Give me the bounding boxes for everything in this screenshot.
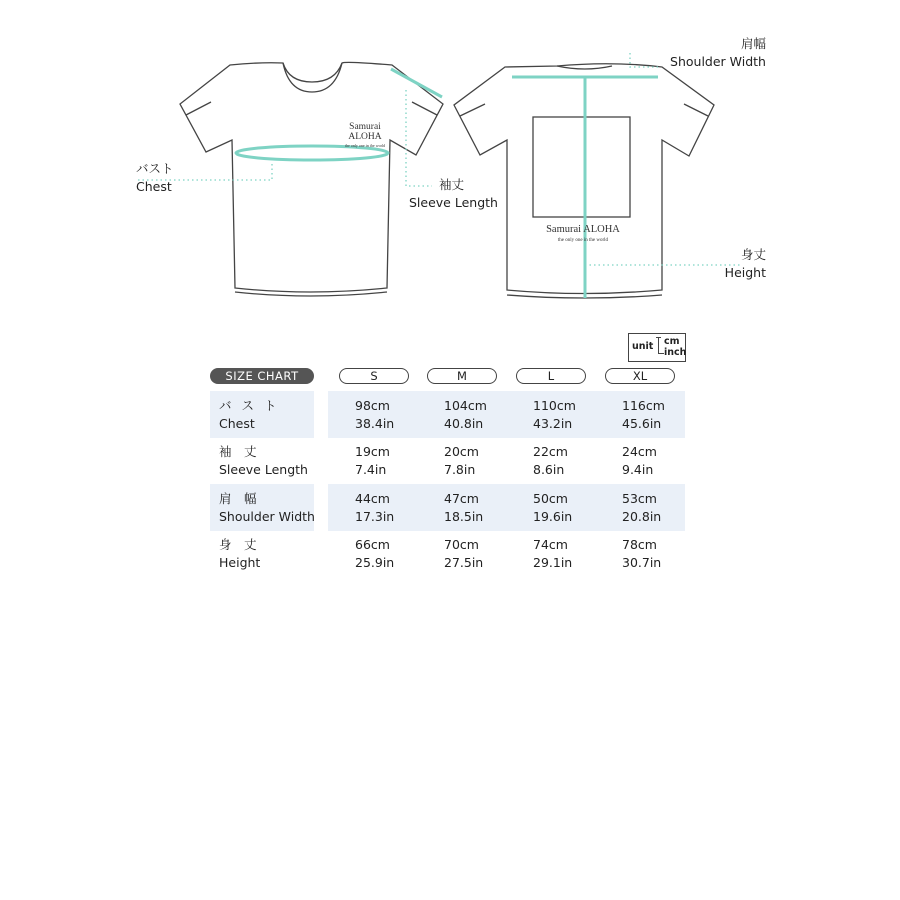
front-logo-line1: Samurai [349, 122, 381, 132]
cell-shoulder-xl-cm: 53cm [622, 491, 657, 506]
cell-sleeve-m [444, 443, 479, 479]
cell-chest-m-in: 40.8in [444, 416, 484, 431]
unit-label: unit [632, 341, 654, 352]
cell-height-s-in: 25.9in [355, 555, 395, 570]
cell-shoulder-s-in: 17.3in [355, 509, 395, 524]
cell-height-l-in: 29.1in [533, 555, 573, 570]
cell-shoulder-l-in: 19.6in [533, 509, 573, 524]
row-label-sleeve [219, 443, 308, 479]
front-shirt-outline [180, 62, 443, 296]
cell-sleeve-l [533, 443, 568, 479]
cell-chest-m-cm: 104cm [444, 398, 487, 413]
size-header-xl: XL [605, 368, 675, 384]
sleeve-label [409, 176, 498, 212]
cell-height-m-in: 27.5in [444, 555, 484, 570]
cell-chest-l-cm: 110cm [533, 398, 576, 413]
cell-shoulder-l [533, 490, 572, 526]
row-label-height-en: Height [219, 555, 261, 570]
back-logo [535, 224, 631, 245]
cell-chest-xl-cm: 116cm [622, 398, 665, 413]
cell-height-s-cm: 66cm [355, 537, 390, 552]
unit-bracket-top [656, 337, 661, 338]
cell-sleeve-l-cm: 22cm [533, 444, 568, 459]
cell-height-s [355, 536, 394, 572]
unit-legend [628, 333, 686, 362]
cell-shoulder-xl-in: 20.8in [622, 509, 662, 524]
cell-height-l-cm: 74cm [533, 537, 568, 552]
cell-sleeve-xl [622, 443, 657, 479]
row-label-sleeve-en: Sleeve Length [219, 462, 308, 477]
cell-sleeve-m-in: 7.8in [444, 462, 476, 477]
row-label-height-jp: 身 丈 [219, 537, 257, 552]
cell-shoulder-s-cm: 44cm [355, 491, 390, 506]
cell-shoulder-m [444, 490, 483, 526]
shoulder-label-en: Shoulder Width [670, 54, 766, 70]
cell-shoulder-l-cm: 50cm [533, 491, 568, 506]
size-chart-title: SIZE CHART [210, 368, 314, 384]
cell-height-xl [622, 536, 661, 572]
unit-cm: cm [664, 336, 680, 347]
cell-chest-m [444, 397, 487, 433]
row-label-shoulder [219, 490, 315, 526]
shoulder-label [660, 35, 766, 71]
sleeve-label-jp: 袖丈 [439, 177, 465, 192]
unit-inch: inch [664, 347, 687, 358]
back-logo-tagline: the only one in the world [557, 238, 609, 243]
row-label-shoulder-jp: 肩 幅 [219, 491, 257, 506]
cell-chest-s [355, 397, 394, 433]
row-label-chest-en: Chest [219, 416, 255, 431]
height-label-en: Height [724, 265, 766, 281]
back-logo-line1: Samurai ALOHA [546, 224, 620, 235]
cell-sleeve-s [355, 443, 390, 479]
height-label [700, 246, 766, 282]
chest-label [136, 160, 174, 196]
cell-sleeve-xl-cm: 24cm [622, 444, 657, 459]
size-header-m: M [427, 368, 497, 384]
cell-shoulder-m-cm: 47cm [444, 491, 479, 506]
front-logo-tagline: the only one in the world [344, 143, 386, 148]
cell-chest-s-cm: 98cm [355, 398, 390, 413]
cell-shoulder-xl [622, 490, 661, 526]
sleeve-label-en: Sleeve Length [409, 195, 498, 211]
cell-sleeve-l-in: 8.6in [533, 462, 565, 477]
cell-chest-xl [622, 397, 665, 433]
height-label-jp: 身丈 [740, 247, 766, 262]
cell-height-l [533, 536, 572, 572]
sleeve-measure-line [391, 69, 442, 97]
row-label-sleeve-jp: 袖 丈 [219, 444, 257, 459]
cell-sleeve-s-cm: 19cm [355, 444, 390, 459]
cell-chest-l [533, 397, 576, 433]
cell-height-m-cm: 70cm [444, 537, 479, 552]
chest-label-en: Chest [136, 179, 172, 195]
size-header-s: S [339, 368, 409, 384]
cell-chest-s-in: 38.4in [355, 416, 395, 431]
cell-chest-xl-in: 45.6in [622, 416, 662, 431]
row-label-shoulder-en: Shoulder Width [219, 509, 315, 524]
cell-height-m [444, 536, 483, 572]
size-header-l: L [516, 368, 586, 384]
row-label-height [219, 536, 260, 572]
shoulder-label-jp: 肩幅 [740, 36, 766, 51]
cell-sleeve-xl-in: 9.4in [622, 462, 654, 477]
cell-height-xl-cm: 78cm [622, 537, 657, 552]
front-logo [339, 122, 391, 149]
row-label-chest [219, 397, 279, 433]
cell-sleeve-m-cm: 20cm [444, 444, 479, 459]
cell-shoulder-s [355, 490, 394, 526]
cell-height-xl-in: 30.7in [622, 555, 662, 570]
front-logo-line2: ALOHA [348, 132, 382, 142]
cell-chest-l-in: 43.2in [533, 416, 573, 431]
cell-shoulder-m-in: 18.5in [444, 509, 484, 524]
cell-sleeve-s-in: 7.4in [355, 462, 387, 477]
chest-label-jp: バスト [136, 161, 174, 176]
row-label-chest-jp: バ ス ト [219, 398, 280, 413]
